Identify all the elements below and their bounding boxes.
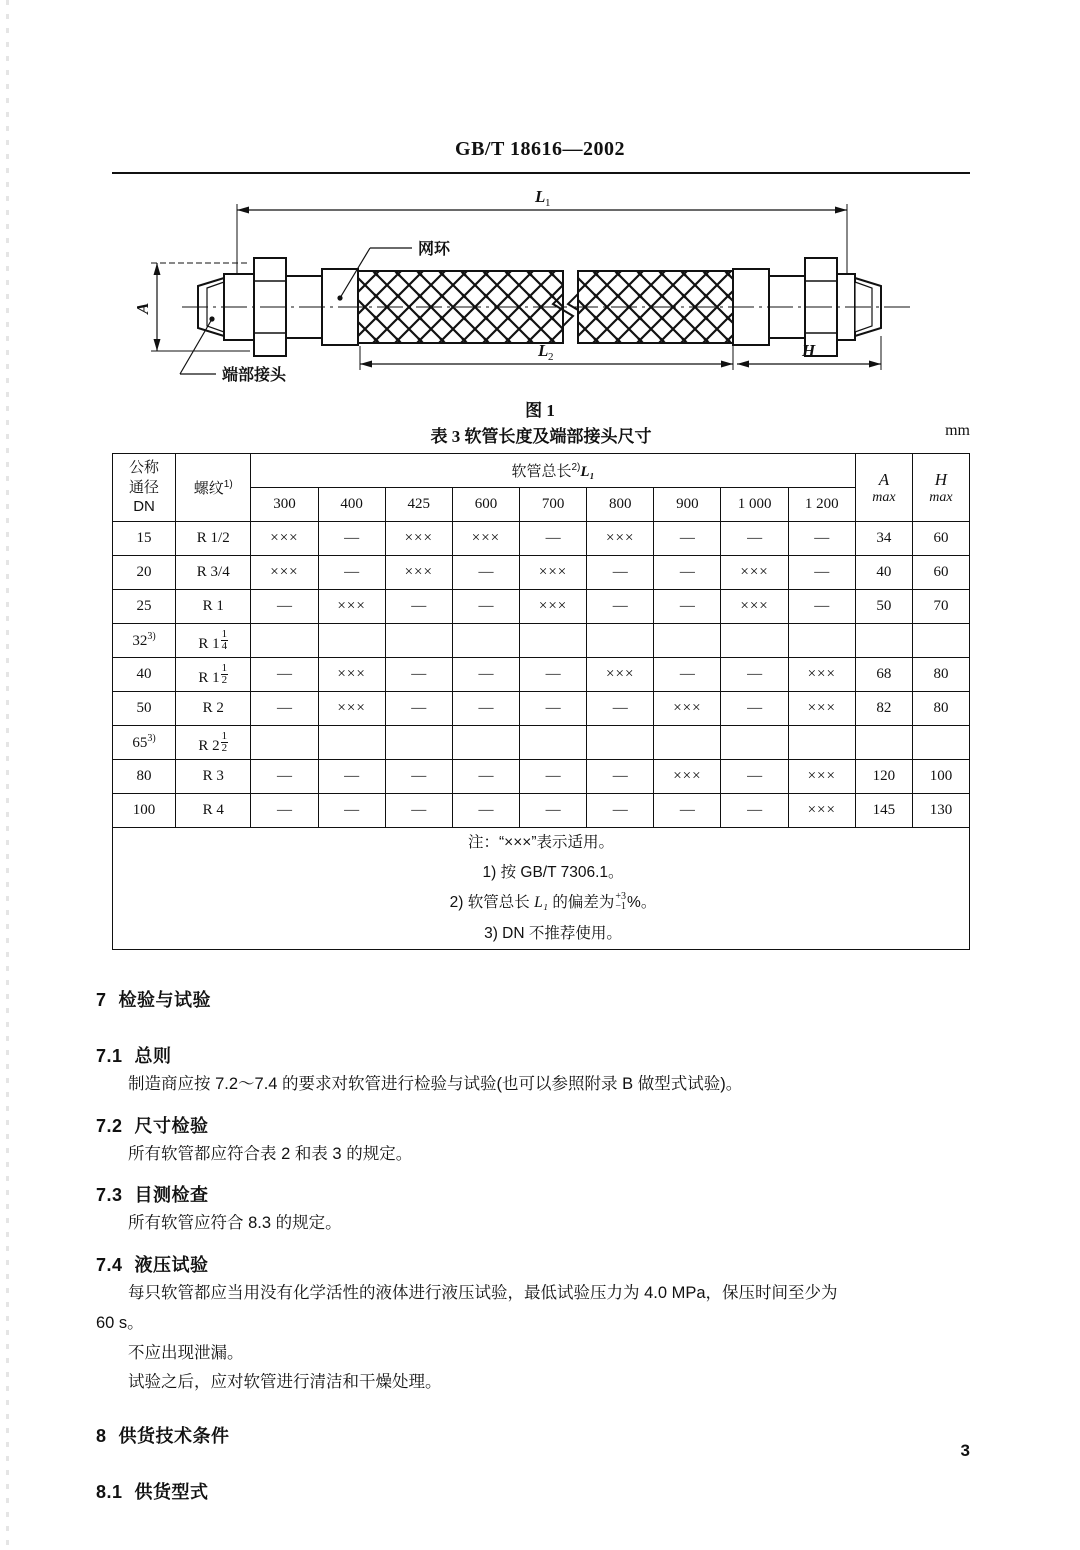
- cell-h-max: 130: [912, 794, 969, 828]
- table-row: [113, 522, 970, 556]
- header-length-900: 900: [654, 488, 721, 522]
- header-rule: [112, 172, 970, 174]
- cell-dn: 40: [113, 658, 176, 692]
- section-heading-7-3: [96, 1181, 982, 1207]
- cell-mark-425: ×××: [385, 522, 452, 556]
- table-unit: mm: [945, 422, 970, 439]
- cell-mark-1000: ×××: [721, 556, 788, 590]
- cell-mark-1200: [788, 624, 855, 658]
- cell-mark-800: —: [587, 590, 654, 624]
- cell-mark-800: —: [587, 794, 654, 828]
- cell-mark-700: —: [520, 794, 587, 828]
- cell-mark-600: —: [452, 760, 519, 794]
- header-length-425: 425: [385, 488, 452, 522]
- section-7-1-body: 制造商应按 7.2～7.4 的要求对软管进行检验与试验(也可以参照附录 B 做型式试验)。: [128, 1075, 743, 1093]
- header-a: [855, 454, 912, 522]
- cell-mark-700: —: [520, 658, 587, 692]
- cell-h-max: 60: [912, 556, 969, 590]
- section-7-4-title: 液压试验: [134, 1255, 209, 1276]
- cell-mark-600: [452, 726, 519, 760]
- cell-thread-fraction: $\frac{1}{2}$: [221, 661, 228, 686]
- header-total-length-text: 软管总长: [511, 463, 572, 480]
- cell-mark-400: ×××: [318, 658, 385, 692]
- cell-mark-400: ×××: [318, 692, 385, 726]
- table-row: [113, 556, 970, 590]
- body-content: [96, 986, 982, 1504]
- section-8-title: 供货技术条件: [118, 1426, 230, 1447]
- label-end-fitting: 端部接头: [222, 367, 287, 384]
- table-caption: [112, 422, 970, 447]
- cell-a-max: 50: [855, 590, 912, 624]
- cell-mark-300: ×××: [251, 556, 318, 590]
- note-2-tolerance: [615, 892, 626, 913]
- header-thread-note: 1): [223, 479, 233, 490]
- cell-mark-425: —: [385, 692, 452, 726]
- svg-text:1: 1: [545, 197, 551, 209]
- table-notes: [113, 828, 970, 950]
- cell-a-max: 68: [855, 658, 912, 692]
- cell-mark-300: ×××: [251, 522, 318, 556]
- table-row: [113, 760, 970, 794]
- cell-mark-900: ×××: [654, 692, 721, 726]
- cell-mark-300: —: [251, 794, 318, 828]
- cell-h-max: [912, 726, 969, 760]
- cell-thread: R 2: [176, 692, 251, 726]
- cell-mark-900: ×××: [654, 760, 721, 794]
- cell-dn: 100: [113, 794, 176, 828]
- cell-thread: R 1 $\frac{1}{4}$: [176, 624, 251, 658]
- table-row: [113, 692, 970, 726]
- cell-mark-900: —: [654, 590, 721, 624]
- cell-mark-425: —: [385, 760, 452, 794]
- cell-mark-900: —: [654, 794, 721, 828]
- cell-mark-800: —: [587, 760, 654, 794]
- header-total-length-symbol: L₁: [580, 464, 595, 480]
- cell-mark-300: —: [251, 590, 318, 624]
- cell-a-max: [855, 726, 912, 760]
- section-7-number: 7: [96, 990, 107, 1010]
- header-length-800: 800: [587, 488, 654, 522]
- cell-mark-600: —: [452, 590, 519, 624]
- section-7-2-number: 7.2: [96, 1115, 123, 1136]
- label-l1: L: [535, 187, 546, 206]
- label-a: A: [133, 302, 152, 314]
- note-1: 1) 按 GB/T 7306.1。: [482, 864, 624, 882]
- cell-mark-800: [587, 726, 654, 760]
- cell-mark-1000: —: [721, 658, 788, 692]
- cell-mark-400: [318, 624, 385, 658]
- section-7-title: 检验与试验: [118, 990, 212, 1010]
- cell-thread: R 1/2: [176, 522, 251, 556]
- cell-mark-800: —: [587, 556, 654, 590]
- table-row: [113, 658, 970, 692]
- header-length-300: 300: [251, 488, 318, 522]
- figure-hose-assembly: [112, 186, 970, 396]
- note-2-tolerance-lower: −1: [615, 901, 627, 913]
- cell-h-max: 100: [912, 760, 969, 794]
- cell-mark-900: —: [654, 522, 721, 556]
- note-2-symbol: L₁: [534, 894, 549, 912]
- header-dn-line1: 公称: [129, 458, 160, 476]
- section-heading-7: [96, 986, 982, 1012]
- cell-dn: 50: [113, 692, 176, 726]
- cell-mark-600: —: [452, 794, 519, 828]
- cell-mark-600: —: [452, 658, 519, 692]
- cell-mark-425: [385, 624, 452, 658]
- cell-mark-700: —: [520, 692, 587, 726]
- cell-mark-1000: [721, 624, 788, 658]
- header-dn-line2: 通径: [129, 478, 160, 496]
- cell-mark-400: [318, 726, 385, 760]
- section-heading-8: [96, 1422, 982, 1448]
- cell-mark-1200: [788, 726, 855, 760]
- cell-mark-700: [520, 624, 587, 658]
- cell-mark-1000: —: [721, 760, 788, 794]
- cell-dn-note: 3): [147, 733, 156, 744]
- cell-mark-1200: ×××: [788, 794, 855, 828]
- cell-a-max: 40: [855, 556, 912, 590]
- note-2-pre: 2) 软管总长: [449, 894, 535, 912]
- cell-mark-400: ×××: [318, 590, 385, 624]
- note-3: 3) DN 不推荐使用。: [484, 924, 622, 942]
- cell-a-max: 145: [855, 794, 912, 828]
- cell-mark-1200: —: [788, 556, 855, 590]
- table-3: [112, 453, 970, 950]
- cell-mark-425: ×××: [385, 556, 452, 590]
- cell-mark-800: [587, 624, 654, 658]
- section-7-2-title: 尺寸检验: [134, 1115, 209, 1136]
- table-row: [113, 624, 970, 658]
- header-total-length-note: 2): [571, 462, 581, 473]
- header-thread-text: 螺纹: [193, 480, 224, 497]
- cell-mark-600: —: [452, 692, 519, 726]
- header-h-symbol: H: [934, 469, 948, 489]
- cell-mark-425: —: [385, 794, 452, 828]
- cell-dn: 15: [113, 522, 176, 556]
- cell-h-max: 60: [912, 522, 969, 556]
- header-length-1000: 1 000: [721, 488, 788, 522]
- cell-mark-400: —: [318, 794, 385, 828]
- section-7-4-body-line4: 试验之后，应对软管进行清洁和干燥处理。: [128, 1373, 442, 1392]
- cell-mark-700: ×××: [520, 590, 587, 624]
- cell-mark-1200: ×××: [788, 692, 855, 726]
- cell-mark-1200: —: [788, 522, 855, 556]
- cell-mark-1000: [721, 726, 788, 760]
- cell-mark-400: —: [318, 522, 385, 556]
- section-heading-8-1: [96, 1478, 982, 1504]
- section-8-1-title: 供货型式: [134, 1482, 209, 1503]
- cell-mark-900: —: [654, 556, 721, 590]
- section-7-4-number: 7.4: [96, 1255, 123, 1276]
- section-7-4-body-line2: 60 s。: [96, 1313, 144, 1332]
- svg-text:2: 2: [548, 351, 554, 363]
- header-h-max: max: [929, 489, 953, 505]
- cell-mark-300: [251, 726, 318, 760]
- cell-mark-900: —: [654, 658, 721, 692]
- cell-dn: 20: [113, 556, 176, 590]
- header-length-700: 700: [520, 488, 587, 522]
- cell-h-max: [912, 624, 969, 658]
- cell-mark-800: ×××: [587, 522, 654, 556]
- section-7-4-body-line3: 不应出现泄漏。: [128, 1343, 244, 1362]
- cell-mark-400: —: [318, 556, 385, 590]
- cell-mark-1000: ×××: [721, 590, 788, 624]
- cell-mark-300: —: [251, 760, 318, 794]
- cell-h-max: 80: [912, 692, 969, 726]
- cell-a-max: 82: [855, 692, 912, 726]
- cell-mark-900: [654, 726, 721, 760]
- cell-mark-425: —: [385, 658, 452, 692]
- cell-mark-1200: ×××: [788, 658, 855, 692]
- header-thread: [176, 454, 251, 522]
- cell-a-max: 120: [855, 760, 912, 794]
- cell-thread-fraction: $\frac{1}{4}$: [221, 627, 228, 652]
- cell-mark-300: —: [251, 692, 318, 726]
- cell-mark-1000: —: [721, 522, 788, 556]
- label-mesh-ring: 网环: [418, 241, 451, 258]
- note-main: 注：“×××”表示适用。: [468, 834, 614, 851]
- cell-thread: R 1 $\frac{1}{2}$: [176, 658, 251, 692]
- cell-h-max: 70: [912, 590, 969, 624]
- header-dn-line3: DN: [133, 498, 155, 516]
- header-total-length: [251, 454, 856, 488]
- cell-a-max: 34: [855, 522, 912, 556]
- section-7-1-number: 7.1: [96, 1046, 123, 1066]
- cell-thread: R 1: [176, 590, 251, 624]
- cell-h-max: 80: [912, 658, 969, 692]
- header-length-600: 600: [452, 488, 519, 522]
- cell-mark-300: [251, 624, 318, 658]
- cell-mark-800: ×××: [587, 658, 654, 692]
- cell-dn: 65$^{3)}$: [113, 726, 176, 760]
- page-number: 3: [960, 1441, 970, 1460]
- header-length-1200: 1 200: [788, 488, 855, 522]
- figure-caption: 图 1: [525, 401, 555, 420]
- table-row: [113, 590, 970, 624]
- cell-mark-1000: —: [721, 794, 788, 828]
- cell-dn: 25: [113, 590, 176, 624]
- cell-mark-600: ×××: [452, 522, 519, 556]
- cell-mark-1200: —: [788, 590, 855, 624]
- header-length-400: 400: [318, 488, 385, 522]
- table-caption-text: 表 3 软管长度及端部接头尺寸: [430, 427, 652, 446]
- table-row: [113, 794, 970, 828]
- section-7-4-body-line1: 每只软管都应当用没有化学活性的液体进行液压试验，最低试验压力为 4.0 MPa，保压时间至少为: [128, 1284, 838, 1303]
- section-8-1-number: 8.1: [96, 1482, 123, 1503]
- cell-mark-900: [654, 624, 721, 658]
- note-2: [113, 888, 969, 918]
- table-row: [113, 726, 970, 760]
- label-h: H: [802, 341, 816, 360]
- cell-mark-700: ×××: [520, 556, 587, 590]
- cell-mark-700: —: [520, 522, 587, 556]
- cell-dn-note: 3): [147, 631, 156, 642]
- cell-thread: R 3: [176, 760, 251, 794]
- note-2-tolerance-upper: +3: [615, 890, 627, 902]
- cell-thread: R 3/4: [176, 556, 251, 590]
- cell-mark-800: —: [587, 692, 654, 726]
- cell-mark-400: —: [318, 760, 385, 794]
- cell-mark-600: [452, 624, 519, 658]
- section-7-1-title: 总则: [134, 1046, 172, 1066]
- cell-thread: R 2 $\frac{1}{2}$: [176, 726, 251, 760]
- section-7-3-number: 7.3: [96, 1185, 123, 1206]
- cell-thread-fraction: $\frac{1}{2}$: [221, 729, 228, 754]
- section-heading-7-1: [96, 1042, 982, 1068]
- cell-mark-700: [520, 726, 587, 760]
- cell-mark-600: —: [452, 556, 519, 590]
- scan-artifact-edge: [6, 0, 9, 1550]
- note-2-post: %。: [627, 894, 657, 912]
- table-header-row-1: [113, 454, 970, 488]
- section-7-2-body: 所有软管都应符合表 2 和表 3 的规定。: [128, 1144, 413, 1163]
- cell-a-max: [855, 624, 912, 658]
- cell-mark-1000: —: [721, 692, 788, 726]
- note-2-mid: 的偏差为: [548, 894, 615, 912]
- cell-thread: R 4: [176, 794, 251, 828]
- table-notes-row: [113, 828, 970, 950]
- cell-dn: 32$^{3)}$: [113, 624, 176, 658]
- standard-number-header: GB/T 18616—2002: [455, 138, 625, 160]
- cell-mark-425: [385, 726, 452, 760]
- cell-mark-300: —: [251, 658, 318, 692]
- header-a-max: max: [872, 489, 896, 505]
- section-7-3-title: 目测检查: [134, 1185, 209, 1206]
- cell-dn: 80: [113, 760, 176, 794]
- cell-mark-1200: ×××: [788, 760, 855, 794]
- section-8-number: 8: [96, 1426, 107, 1447]
- header-dn: [113, 454, 176, 522]
- section-7-3-body: 所有软管应符合 8.3 的规定。: [128, 1214, 342, 1233]
- header-h: [912, 454, 969, 522]
- cell-mark-425: —: [385, 590, 452, 624]
- label-l2: L: [538, 341, 549, 360]
- section-heading-7-4: [96, 1251, 982, 1277]
- header-a-symbol: A: [878, 469, 890, 489]
- section-heading-7-2: [96, 1112, 982, 1138]
- cell-mark-700: —: [520, 760, 587, 794]
